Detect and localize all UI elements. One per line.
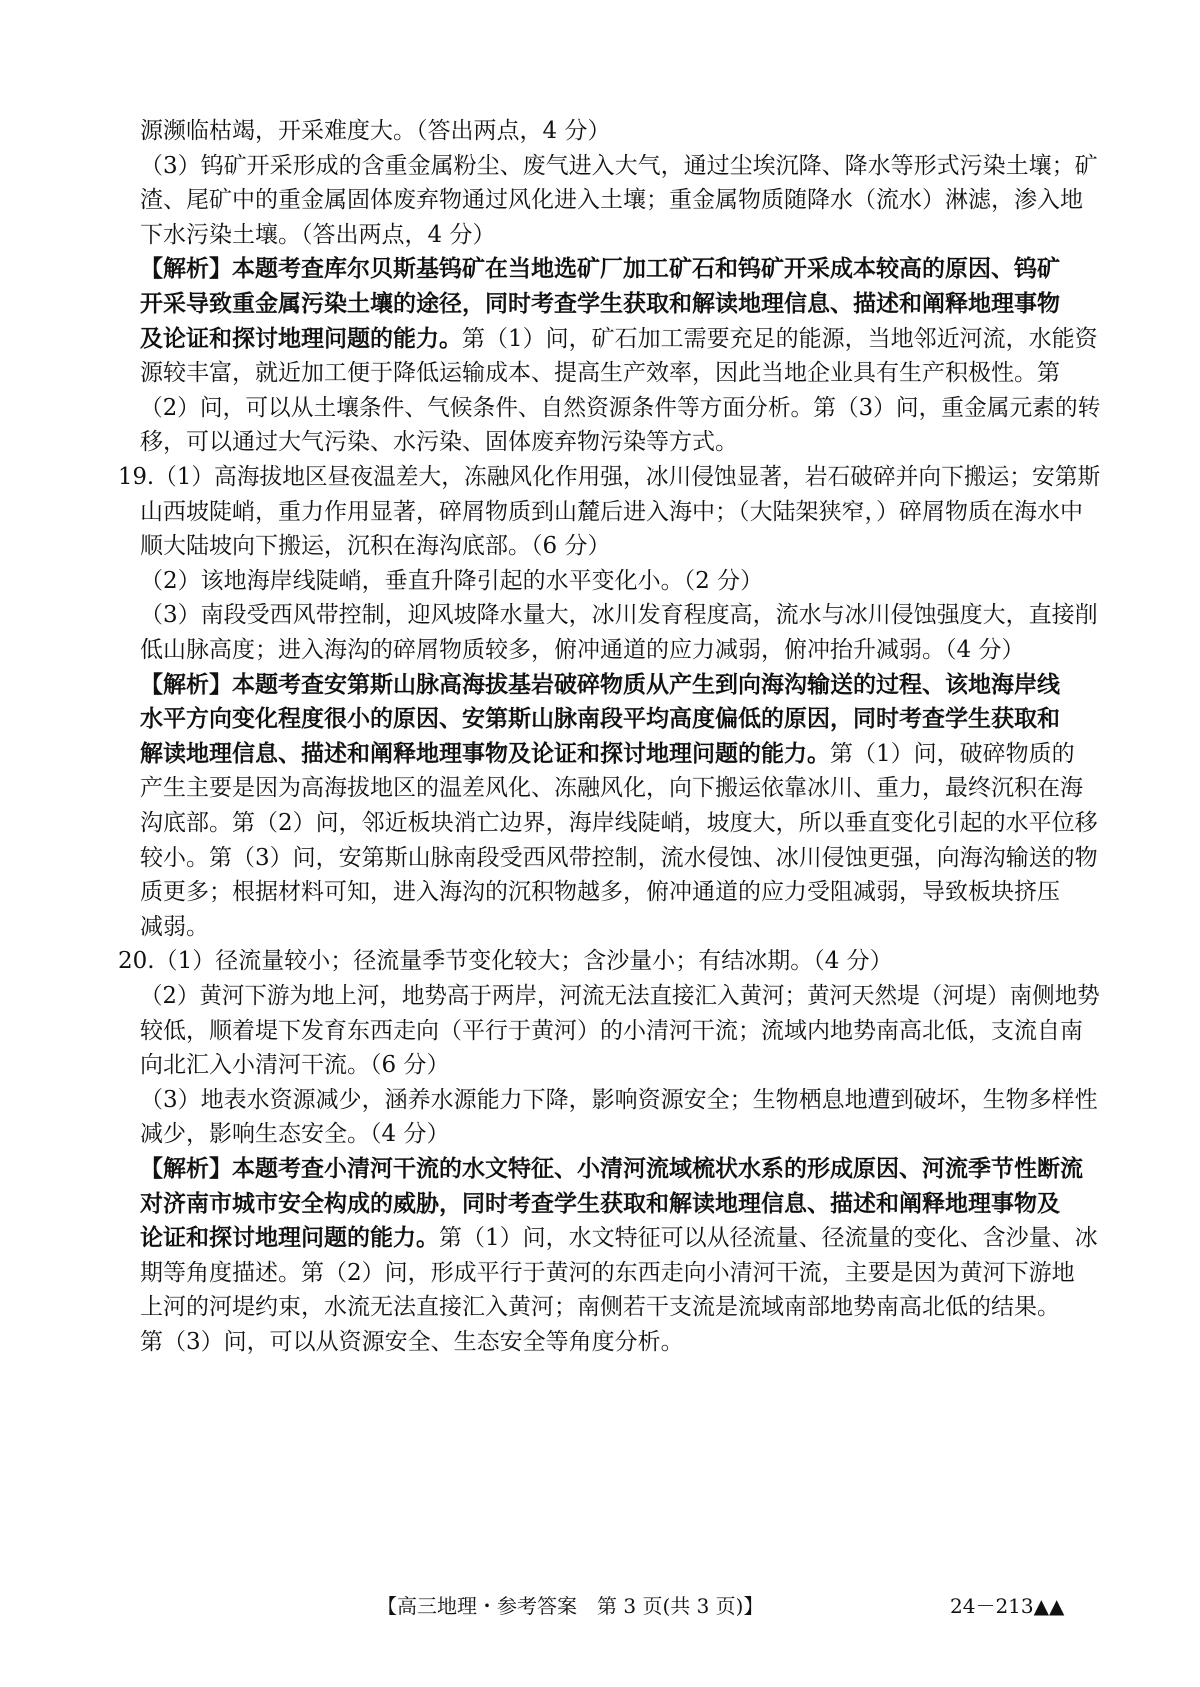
bold-segment: 论证和探讨地理问题的能力。 (140, 1225, 439, 1252)
footer-title: 【高三地理・参考答案 第 3 页(共 3 页)】 (377, 1594, 764, 1618)
text-line: 顺大陆坡向下搬运，沉积在海沟底部。（6 分） (140, 533, 611, 560)
text-line: 【解析】本题考查安第斯山脉高海拔基岩破碎物质从产生到向海沟输送的过程、该地海岸线 (140, 671, 1060, 698)
text-line: 对济南市城市安全构成的威胁，同时考查学生获取和解读地理信息、描述和阐释地理事物及 (140, 1190, 1060, 1217)
text-line: 沟底部。第（2）问，邻近板块消亡边界，海岸线陡峭，坡度大，所以垂直变化引起的水平位移 (140, 810, 1098, 836)
text-line: 低山脉高度；进入海沟的碎屑物质较多，俯冲通道的应力减弱，俯冲抬升减弱。（4 分） (140, 637, 1025, 663)
text-line: 水平方向变化程度很小的原因、安第斯山脉南段平均高度偏低的原因，同时考查学生获取和 (140, 706, 1060, 733)
text-line: 山西坡陡峭，重力作用显著，碎屑物质到山麓后进入海中；（大陆架狭窄，）碎屑物质在海水中 (140, 498, 1083, 525)
text-line: 【解析】本题考查库尔贝斯基钨矿在当地选矿厂加工矿石和钨矿开采成本较高的原因、钨矿 (140, 256, 1060, 283)
normal-segment: 第（1）问，矿石加工需要充足的能源，当地邻近河流，水能资 (462, 325, 1098, 352)
text-line: 较小。第（3）问，安第斯山脉南段受西风带控制，流水侵蚀、冰川侵蚀更强，向海沟输送的物 (140, 844, 1098, 871)
text-line: 减少，影响生态安全。（4 分） (140, 1121, 450, 1148)
text-line (140, 322, 1098, 356)
text-line: 20.（1）径流量较小；径流量季节变化较大；含沙量小；有结冰期。（4 分） (118, 948, 893, 975)
text-line: 源濒临枯竭，开采难度大。（答出两点，4 分） (140, 118, 611, 144)
text-line: 渣、尾矿中的重金属固体废弃物通过风化进入土壤；重金属物质随降水（流水）淋滤，渗入地 (140, 187, 1083, 214)
text-line: （2）该地海岸线陡峭，垂直升降引起的水平变化小。（2 分） (140, 567, 764, 594)
text-line: 期等角度描述。第（2）问，形成平行于黄河的东西走向小清河干流，主要是因为黄河下游地 (140, 1259, 1075, 1286)
text-line: 向北汇入小清河干流。（6 分） (140, 1052, 450, 1079)
text-line: 较低，顺着堤下发育东西走向（平行于黄河）的小清河干流；流域内地势南高北低，支流自南 (140, 1017, 1083, 1044)
text-line (140, 1221, 1098, 1255)
text-line: 【解析】本题考查小清河干流的水文特征、小清河流域梳状水系的形成原因、河流季节性断流 (140, 1156, 1083, 1182)
footer-code: 24－213▲▲ (950, 1594, 1065, 1618)
normal-segment: 第（1）问，水文特征可以从径流量、径流量的变化、含沙量、冰 (439, 1225, 1098, 1252)
text-line: 源较丰富，就近加工便于降低运输成本、提高生产效率，因此当地企业具有生产积极性。第 (140, 360, 1060, 387)
text-line: 上河的河堤约束，水流无法直接汇入黄河；南侧若干支流是流域南部地势南高北低的结果。 (140, 1294, 1060, 1321)
text-line: （3）南段受西风带控制，迎风坡降水量大，冰川发育程度高，流水与冰川侵蚀强度大，直接削 (140, 602, 1098, 629)
text-line: 质更多；根据材料可知，进入海沟的沉积物越多，俯冲通道的应力受阻减弱，导致板块挤压 (140, 879, 1060, 906)
text-line: （3）地表水资源减少，涵养水源能力下降，影响资源安全；生物栖息地遭到破坏，生物多样性 (140, 1086, 1098, 1113)
text-line: 19.（1）高海拔地区昼夜温差大，冻融风化作用强，冰川侵蚀显著，岩石破碎并向下搬运；安第斯 (118, 464, 1101, 490)
text-line: （2）问，可以从土壤条件、气候条件、自然资源条件等方面分析。第（3）问，重金属元素的转 (140, 394, 1101, 421)
text-line: 第（3）问，可以从资源安全、生态安全等角度分析。 (140, 1329, 684, 1355)
normal-segment: 第（1）问，破碎物质的 (830, 740, 1075, 767)
bold-segment: 及论证和探讨地理问题的能力。 (140, 325, 462, 352)
text-line: 减弱。 (140, 913, 209, 940)
text-line: （3）钨矿开采形成的含重金属粉尘、废气进入大气，通过尘埃沉降、降水等形式污染土壤；矿 (140, 152, 1098, 179)
text-line: 下水污染土壤。（答出两点，4 分） (140, 221, 496, 248)
text-line: 开采导致重金属污染土壤的途径，同时考查学生获取和解读地理信息、描述和阐释地理事物 (140, 291, 1060, 317)
text-line (140, 737, 1075, 771)
text-line: 移，可以通过大气污染、水污染、固体废弃物污染等方式。 (140, 429, 738, 456)
text-line: （2）黄河下游为地上河，地势高于两岸，河流无法直接汇入黄河；黄河天然堤（河堤）南侧地势 (140, 983, 1100, 1009)
bold-segment: 解读地理信息、描述和阐释地理事物及论证和探讨地理问题的能力。 (140, 740, 830, 767)
text-line: 产生主要是因为高海拔地区的温差风化、冻融风化，向下搬运依靠冰川、重力，最终沉积在海 (140, 775, 1083, 802)
